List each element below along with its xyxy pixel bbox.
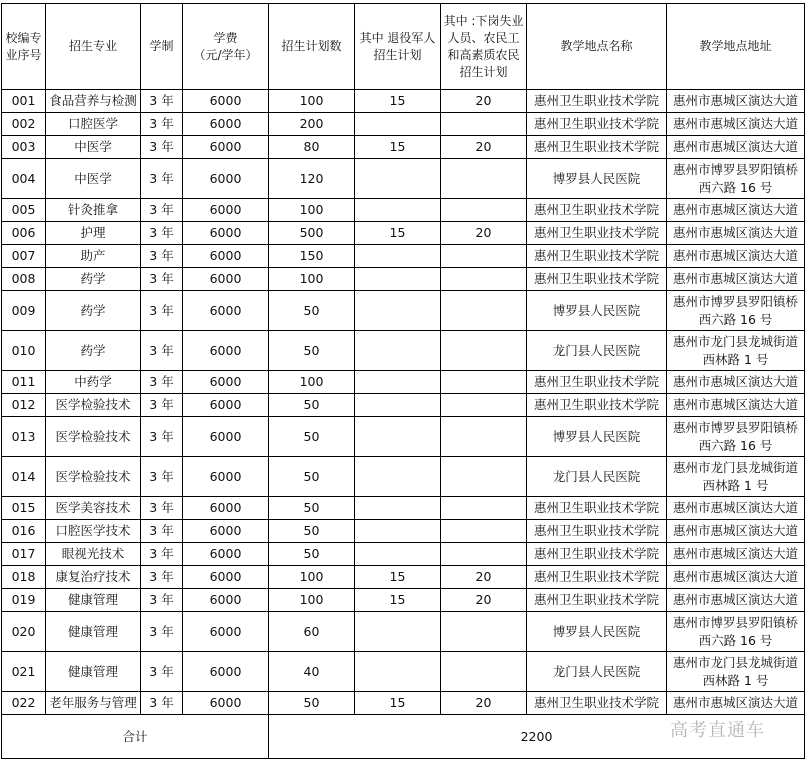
cell-veterans — [355, 652, 441, 692]
cell-site-name: 惠州卫生职业技术学院 — [527, 394, 667, 417]
cell-others — [441, 543, 527, 566]
cell-site-addr: 惠州市惠城区演达大道 — [667, 113, 805, 136]
cell-veterans — [355, 331, 441, 371]
cell-site-name: 龙门县人民医院 — [527, 331, 667, 371]
total-label: 合计 — [2, 715, 269, 759]
table-row — [2, 268, 805, 291]
cell-fee: 6000 — [183, 692, 269, 715]
cell-veterans — [355, 520, 441, 543]
cell-fee: 6000 — [183, 90, 269, 113]
watermark-text: 高考直通车 — [670, 720, 765, 741]
cell-major: 医学美容技术 — [46, 497, 141, 520]
table-row — [2, 692, 805, 715]
cell-duration: 3 年 — [141, 652, 183, 692]
cell-fee: 6000 — [183, 543, 269, 566]
cell-fee: 6000 — [183, 222, 269, 245]
cell-duration: 3 年 — [141, 497, 183, 520]
cell-plan: 50 — [269, 291, 355, 331]
cell-no: 021 — [2, 652, 46, 692]
cell-site-addr: 惠州市惠城区演达大道 — [667, 371, 805, 394]
header-fee: 学费 （元/学年） — [183, 4, 269, 90]
cell-site-name: 惠州卫生职业技术学院 — [527, 90, 667, 113]
cell-site-name: 惠州卫生职业技术学院 — [527, 589, 667, 612]
cell-site-name: 惠州卫生职业技术学院 — [527, 543, 667, 566]
cell-major: 老年服务与管理 — [46, 692, 141, 715]
cell-others — [441, 417, 527, 457]
cell-fee: 6000 — [183, 457, 269, 497]
cell-others — [441, 331, 527, 371]
cell-no: 022 — [2, 692, 46, 715]
cell-veterans: 15 — [355, 566, 441, 589]
cell-duration: 3 年 — [141, 222, 183, 245]
table-row — [2, 371, 805, 394]
cell-fee: 6000 — [183, 520, 269, 543]
table-row — [2, 199, 805, 222]
cell-duration: 3 年 — [141, 589, 183, 612]
cell-fee: 6000 — [183, 268, 269, 291]
cell-plan: 100 — [269, 589, 355, 612]
cell-plan: 50 — [269, 692, 355, 715]
cell-no: 015 — [2, 497, 46, 520]
cell-site-addr: 惠州市惠城区演达大道 — [667, 566, 805, 589]
cell-major: 康复治疗技术 — [46, 566, 141, 589]
cell-fee: 6000 — [183, 612, 269, 652]
cell-plan: 120 — [269, 159, 355, 199]
cell-plan: 40 — [269, 652, 355, 692]
cell-no: 001 — [2, 90, 46, 113]
cell-fee: 6000 — [183, 291, 269, 331]
cell-site-addr: 惠州市博罗县罗阳镇桥西六路 16 号 — [667, 291, 805, 331]
cell-duration: 3 年 — [141, 692, 183, 715]
enrollment-plan-table — [1, 3, 805, 759]
cell-site-name: 惠州卫生职业技术学院 — [527, 222, 667, 245]
cell-no: 008 — [2, 268, 46, 291]
cell-major: 口腔医学 — [46, 113, 141, 136]
cell-site-addr: 惠州市惠城区演达大道 — [667, 394, 805, 417]
cell-no: 020 — [2, 612, 46, 652]
header-row — [2, 4, 805, 90]
cell-site-addr: 惠州市龙门县龙城街道西林路 1 号 — [667, 331, 805, 371]
cell-duration: 3 年 — [141, 457, 183, 497]
cell-site-name: 惠州卫生职业技术学院 — [527, 245, 667, 268]
cell-veterans — [355, 394, 441, 417]
cell-no: 016 — [2, 520, 46, 543]
cell-fee: 6000 — [183, 245, 269, 268]
table-row — [2, 417, 805, 457]
cell-others: 20 — [441, 222, 527, 245]
cell-major: 食品营养与检测 — [46, 90, 141, 113]
cell-others — [441, 113, 527, 136]
cell-no: 011 — [2, 371, 46, 394]
cell-site-name: 惠州卫生职业技术学院 — [527, 268, 667, 291]
cell-site-name: 惠州卫生职业技术学院 — [527, 520, 667, 543]
cell-veterans — [355, 159, 441, 199]
cell-others: 20 — [441, 692, 527, 715]
cell-no: 012 — [2, 394, 46, 417]
cell-plan: 50 — [269, 543, 355, 566]
table-row — [2, 457, 805, 497]
cell-site-addr: 惠州市惠城区演达大道 — [667, 543, 805, 566]
cell-site-name: 惠州卫生职业技术学院 — [527, 497, 667, 520]
table-row — [2, 543, 805, 566]
cell-veterans — [355, 113, 441, 136]
cell-veterans — [355, 245, 441, 268]
cell-site-addr: 惠州市惠城区演达大道 — [667, 199, 805, 222]
table-row — [2, 566, 805, 589]
table-row — [2, 245, 805, 268]
table-row — [2, 612, 805, 652]
cell-veterans — [355, 497, 441, 520]
cell-site-addr: 惠州市惠城区演达大道 — [667, 136, 805, 159]
cell-no: 014 — [2, 457, 46, 497]
cell-no: 007 — [2, 245, 46, 268]
cell-site-name: 博罗县人民医院 — [527, 612, 667, 652]
cell-major: 健康管理 — [46, 652, 141, 692]
cell-no: 004 — [2, 159, 46, 199]
cell-site-name: 惠州卫生职业技术学院 — [527, 371, 667, 394]
cell-others: 20 — [441, 566, 527, 589]
cell-site-addr: 惠州市惠城区演达大道 — [667, 692, 805, 715]
cell-duration: 3 年 — [141, 371, 183, 394]
header-duration: 学制 — [141, 4, 183, 90]
cell-fee: 6000 — [183, 371, 269, 394]
cell-duration: 3 年 — [141, 543, 183, 566]
cell-major: 药学 — [46, 291, 141, 331]
cell-major: 针灸推拿 — [46, 199, 141, 222]
cell-others — [441, 457, 527, 497]
cell-veterans — [355, 457, 441, 497]
cell-site-name: 博罗县人民医院 — [527, 417, 667, 457]
cell-duration: 3 年 — [141, 394, 183, 417]
cell-no: 018 — [2, 566, 46, 589]
cell-duration: 3 年 — [141, 331, 183, 371]
cell-site-name: 惠州卫生职业技术学院 — [527, 692, 667, 715]
cell-site-addr: 惠州市惠城区演达大道 — [667, 90, 805, 113]
cell-fee: 6000 — [183, 159, 269, 199]
cell-site-name: 博罗县人民医院 — [527, 159, 667, 199]
table-row — [2, 159, 805, 199]
cell-site-addr: 惠州市惠城区演达大道 — [667, 245, 805, 268]
cell-major: 口腔医学技术 — [46, 520, 141, 543]
cell-major: 健康管理 — [46, 589, 141, 612]
cell-major: 健康管理 — [46, 612, 141, 652]
cell-site-name: 惠州卫生职业技术学院 — [527, 136, 667, 159]
cell-no: 010 — [2, 331, 46, 371]
cell-veterans: 15 — [355, 222, 441, 245]
cell-others — [441, 371, 527, 394]
cell-others: 20 — [441, 90, 527, 113]
cell-duration: 3 年 — [141, 245, 183, 268]
cell-site-name: 龙门县人民医院 — [527, 652, 667, 692]
cell-plan: 100 — [269, 268, 355, 291]
cell-duration: 3 年 — [141, 417, 183, 457]
cell-plan: 100 — [269, 90, 355, 113]
total-row — [2, 715, 805, 759]
cell-veterans — [355, 417, 441, 457]
table-row — [2, 589, 805, 612]
cell-duration: 3 年 — [141, 159, 183, 199]
cell-major: 中药学 — [46, 371, 141, 394]
cell-major: 护理 — [46, 222, 141, 245]
cell-major: 眼视光技术 — [46, 543, 141, 566]
cell-others: 20 — [441, 589, 527, 612]
cell-major: 医学检验技术 — [46, 417, 141, 457]
cell-others — [441, 291, 527, 331]
cell-veterans: 15 — [355, 692, 441, 715]
cell-veterans — [355, 199, 441, 222]
cell-major: 医学检验技术 — [46, 457, 141, 497]
cell-others — [441, 612, 527, 652]
table-row — [2, 394, 805, 417]
cell-veterans — [355, 291, 441, 331]
cell-site-name: 惠州卫生职业技术学院 — [527, 113, 667, 136]
table-row — [2, 520, 805, 543]
cell-veterans: 15 — [355, 136, 441, 159]
cell-no: 006 — [2, 222, 46, 245]
cell-fee: 6000 — [183, 589, 269, 612]
cell-others — [441, 199, 527, 222]
cell-others: 20 — [441, 136, 527, 159]
cell-site-addr: 惠州市龙门县龙城街道西林路 1 号 — [667, 652, 805, 692]
table-body — [2, 90, 805, 715]
header-plan: 招生计划数 — [269, 4, 355, 90]
cell-plan: 200 — [269, 113, 355, 136]
cell-plan: 100 — [269, 566, 355, 589]
cell-no: 017 — [2, 543, 46, 566]
cell-plan: 50 — [269, 520, 355, 543]
cell-major: 助产 — [46, 245, 141, 268]
cell-others — [441, 394, 527, 417]
cell-fee: 6000 — [183, 136, 269, 159]
cell-fee: 6000 — [183, 394, 269, 417]
cell-duration: 3 年 — [141, 113, 183, 136]
header-no: 校编专业序号 — [2, 4, 46, 90]
cell-site-addr: 惠州市龙门县龙城街道西林路 1 号 — [667, 457, 805, 497]
table-row — [2, 291, 805, 331]
header-site-name: 教学地点名称 — [527, 4, 667, 90]
cell-veterans: 15 — [355, 90, 441, 113]
cell-others — [441, 159, 527, 199]
cell-major: 药学 — [46, 268, 141, 291]
cell-plan: 150 — [269, 245, 355, 268]
cell-major: 中医学 — [46, 159, 141, 199]
cell-site-name: 惠州卫生职业技术学院 — [527, 566, 667, 589]
cell-fee: 6000 — [183, 652, 269, 692]
cell-site-addr: 惠州市博罗县罗阳镇桥西六路 16 号 — [667, 612, 805, 652]
cell-fee: 6000 — [183, 497, 269, 520]
cell-others — [441, 520, 527, 543]
cell-site-name: 博罗县人民医院 — [527, 291, 667, 331]
cell-duration: 3 年 — [141, 90, 183, 113]
cell-duration: 3 年 — [141, 268, 183, 291]
cell-no: 013 — [2, 417, 46, 457]
cell-fee: 6000 — [183, 566, 269, 589]
cell-no: 003 — [2, 136, 46, 159]
cell-others — [441, 497, 527, 520]
cell-plan: 50 — [269, 394, 355, 417]
cell-others — [441, 652, 527, 692]
cell-veterans — [355, 543, 441, 566]
header-others: 其中 :下岗失业人员、农民工和高素质农民招生计划 — [441, 4, 527, 90]
cell-major: 医学检验技术 — [46, 394, 141, 417]
cell-fee: 6000 — [183, 113, 269, 136]
cell-plan: 50 — [269, 417, 355, 457]
table-row — [2, 222, 805, 245]
cell-fee: 6000 — [183, 199, 269, 222]
table-row — [2, 136, 805, 159]
cell-site-addr: 惠州市惠城区演达大道 — [667, 497, 805, 520]
cell-veterans — [355, 612, 441, 652]
cell-plan: 60 — [269, 612, 355, 652]
cell-major: 药学 — [46, 331, 141, 371]
cell-site-addr: 惠州市博罗县罗阳镇桥西六路 16 号 — [667, 159, 805, 199]
cell-no: 009 — [2, 291, 46, 331]
table-row — [2, 331, 805, 371]
cell-duration: 3 年 — [141, 136, 183, 159]
cell-veterans — [355, 268, 441, 291]
cell-fee: 6000 — [183, 417, 269, 457]
cell-plan: 500 — [269, 222, 355, 245]
header-site-address: 教学地点地址 — [667, 4, 805, 90]
cell-site-name: 惠州卫生职业技术学院 — [527, 199, 667, 222]
cell-veterans — [355, 371, 441, 394]
cell-site-name: 龙门县人民医院 — [527, 457, 667, 497]
cell-plan: 50 — [269, 497, 355, 520]
cell-duration: 3 年 — [141, 612, 183, 652]
header-major: 招生专业 — [46, 4, 141, 90]
cell-duration: 3 年 — [141, 566, 183, 589]
cell-duration: 3 年 — [141, 520, 183, 543]
cell-fee: 6000 — [183, 331, 269, 371]
table-row — [2, 497, 805, 520]
cell-plan: 50 — [269, 457, 355, 497]
cell-site-addr: 惠州市惠城区演达大道 — [667, 268, 805, 291]
cell-major: 中医学 — [46, 136, 141, 159]
cell-no: 002 — [2, 113, 46, 136]
table-row — [2, 90, 805, 113]
cell-duration: 3 年 — [141, 291, 183, 331]
cell-plan: 100 — [269, 199, 355, 222]
cell-no: 019 — [2, 589, 46, 612]
total-value: 2200 — [269, 715, 805, 759]
table-row — [2, 113, 805, 136]
cell-site-addr: 惠州市惠城区演达大道 — [667, 589, 805, 612]
cell-veterans: 15 — [355, 589, 441, 612]
cell-site-addr: 惠州市惠城区演达大道 — [667, 222, 805, 245]
cell-others — [441, 245, 527, 268]
cell-plan: 80 — [269, 136, 355, 159]
cell-duration: 3 年 — [141, 199, 183, 222]
cell-site-addr: 惠州市惠城区演达大道 — [667, 520, 805, 543]
cell-site-addr: 惠州市博罗县罗阳镇桥西六路 16 号 — [667, 417, 805, 457]
cell-no: 005 — [2, 199, 46, 222]
cell-others — [441, 268, 527, 291]
cell-plan: 50 — [269, 331, 355, 371]
table-row — [2, 652, 805, 692]
header-veterans: 其中 退役军人招生计划 — [355, 4, 441, 90]
cell-plan: 100 — [269, 371, 355, 394]
